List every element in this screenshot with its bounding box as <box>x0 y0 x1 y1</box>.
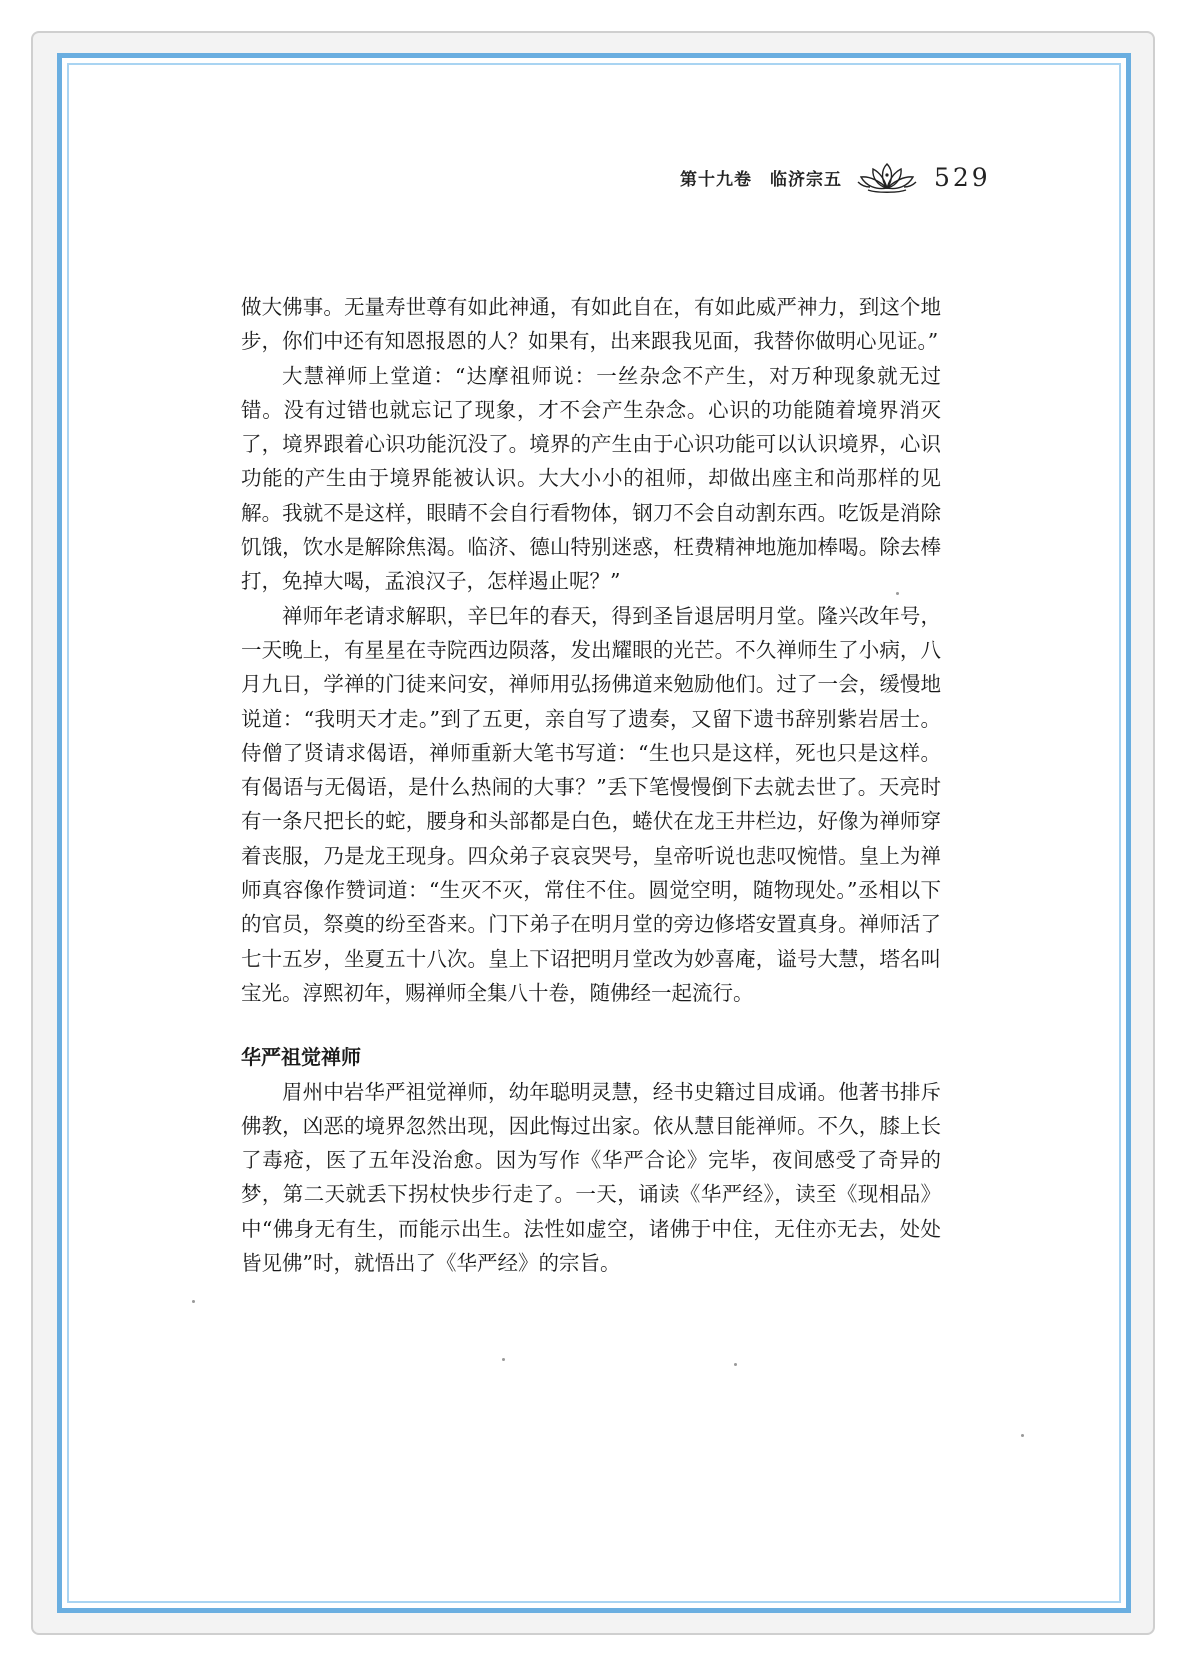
scan-speck <box>1021 1434 1024 1437</box>
body-text <box>241 290 941 1280</box>
paragraph-continuation: 做大佛事。无量寿世尊有如此神通，有如此自在，有如此威严神力，到这个地步，你们中还有知恩报恩的人？如果有，出来跟我见面，我替你做明心见证。” <box>241 295 941 354</box>
running-header <box>680 160 991 194</box>
scan-speck <box>896 592 899 595</box>
section-label: 临济宗五 <box>770 169 842 190</box>
section-heading: 华严祖觉禅师 <box>241 1045 361 1070</box>
paragraph: 眉州中岩华严祖觉禅师，幼年聪明灵慧，经书史籍过目成诵。他著书排斥佛教，凶恶的境界忽然出现，因此悔过出家。依从慧目能禅师。不久，膝上长了毒疮，医了五年没治愈。因为写作《华严合论》完毕，夜间感受了奇异的梦，第二天就丢下拐杖快步行走了。一天，诵读《华严经》，读至《现相品》中“佛身无有生，而能示出生。法性如虚空，诸佛于中住，无住亦无去，处处皆见佛”时，就悟出了《华严经》的宗旨。 <box>241 1079 941 1276</box>
volume-label: 第十九卷 <box>680 169 752 190</box>
scan-speck <box>502 1358 505 1361</box>
scan-speck <box>734 1363 737 1366</box>
lotus-icon <box>856 160 918 194</box>
scan-speck <box>192 1300 195 1303</box>
page-number: 529 <box>934 162 991 192</box>
paragraph: 大慧禅师上堂道：“达摩祖师说：一丝杂念不产生，对万种现象就无过错。没有过错也就忘记了现象，才不会产生杂念。心识的功能随着境界消灭了，境界跟着心识功能沉没了。境界的产生由于心识功能可以认识境界，心识功能的产生由于境界能被认识。大大小小的祖师，却做出座主和尚那样的见解。我就不是这样，眼睛不会自行看物体，钢刀不会自动割东西。吃饭是消除饥饿，饮水是解除焦渴。临济、德山特别迷惑，枉费精神地施加棒喝。除去棒打，免掉大喝，孟浪汉子，怎样遏止呢？” <box>241 363 941 594</box>
paragraph: 禅师年老请求解职，辛巳年的春天，得到圣旨退居明月堂。隆兴改年号，一天晚上，有星星在寺院西边陨落，发出耀眼的光芒。不久禅师生了小病，八月九日，学禅的门徒来问安，禅师用弘扬佛道来勉励他们。过了一会，缓慢地说道：“我明天才走。”到了五更，亲自写了遗奏，又留下遗书辞别紫岩居士。侍僧了贤请求偈语，禅师重新大笔书写道：“生也只是这样，死也只是这样。有偈语与无偈语，是什么热闹的大事？”丢下笔慢慢倒下去就去世了。天亮时有一条尺把长的蛇，腰身和头部都是白色，蜷伏在龙王井栏边，好像为禅师穿着丧服，乃是龙王现身。四众弟子哀哀哭号，皇帝听说也悲叹惋惜。皇上为禅师真容像作赞词道：“生灭不灭，常住不住。圆觉空明，随物现处。”丞相以下的官员，祭奠的纷至沓来。门下弟子在明月堂的旁边修塔安置真身。禅师活了七十五岁，坐夏五十八次。皇上下诏把明月堂改为妙喜庵，谥号大慧，塔名叫宝光。淳熙初年，赐禅师全集八十卷，随佛经一起流行。 <box>241 603 941 1005</box>
